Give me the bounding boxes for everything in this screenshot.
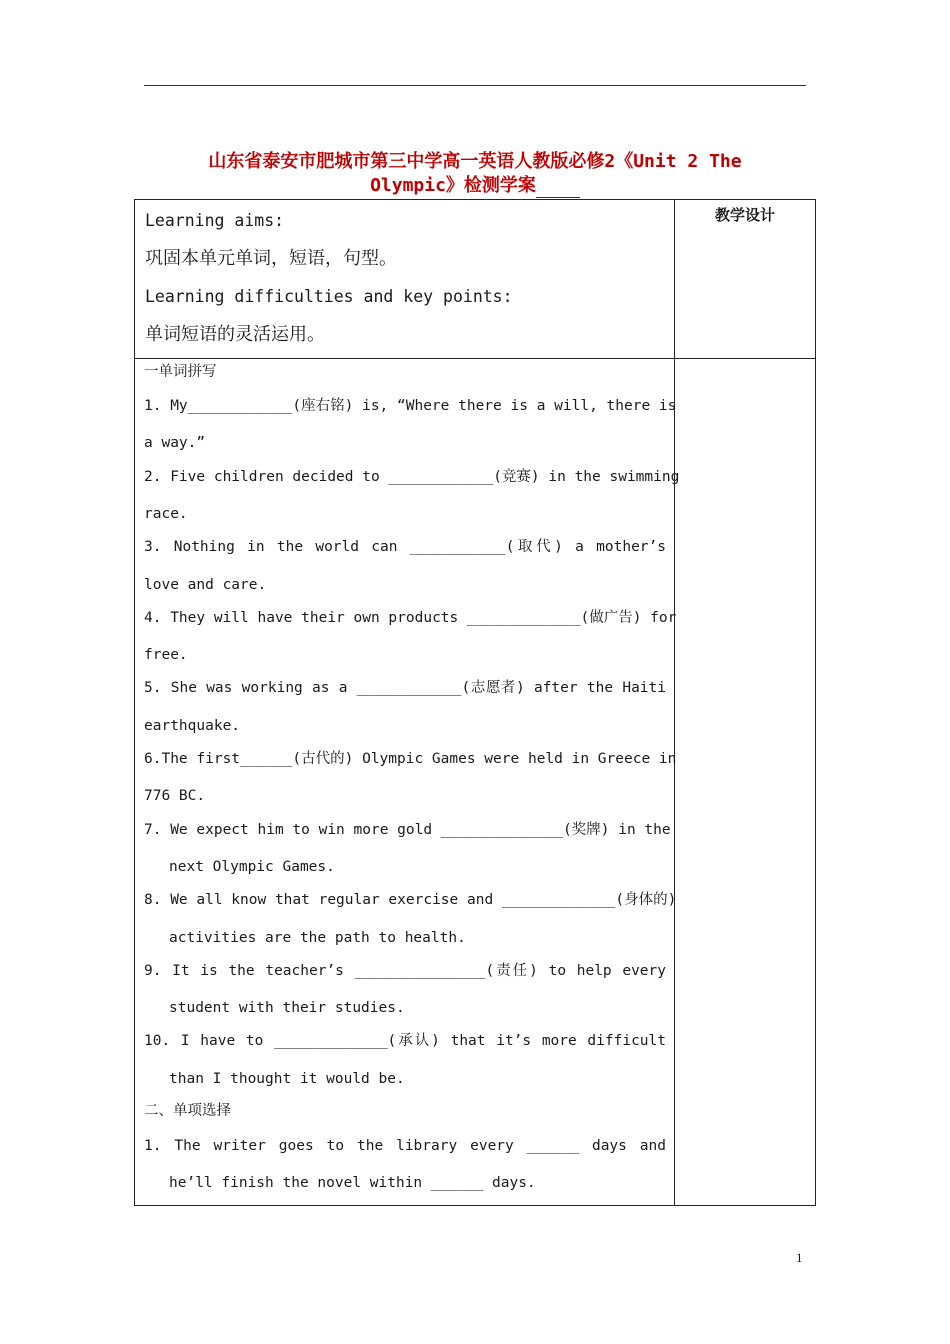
question-line: race. — [144, 506, 188, 522]
question-line: 5. She was working as a ____________(志愿者) after the Haiti — [144, 680, 666, 696]
title-line-1: 山东省泰安市肥城市第三中学高一英语人教版必修2《Unit 2 The — [208, 151, 742, 172]
question-line: 7. We expect him to win more gold ______________(奖牌) in the — [144, 822, 671, 838]
question-line: 1. My____________(座右铭) is, “Where there is a will, there is — [144, 398, 677, 414]
section-2-heading: 二、单项选择 — [144, 1103, 231, 1119]
column-divider — [674, 199, 675, 1205]
question-line: earthquake. — [144, 718, 241, 734]
question-line: 8. We all know that regular exercise and _____________(身体的) — [144, 892, 677, 908]
question-line: love and care. — [144, 577, 267, 593]
question-line: than I thought it would be. — [169, 1071, 405, 1087]
learning-aims — [145, 202, 665, 354]
question-line: activities are the path to health. — [169, 930, 466, 946]
question-line: 2. Five children decided to ____________(竞赛) in the swimming — [144, 469, 680, 485]
question-line: 1. The writer goes to the library every ______ days and — [144, 1138, 666, 1154]
section-1-heading: 一单词拼写 — [144, 364, 217, 380]
question-line: a way.” — [144, 435, 206, 451]
difficulties-text: 单词短语的灵活运用。 — [145, 324, 325, 345]
question-line: he’ll finish the novel within ______ days. — [169, 1175, 536, 1191]
question-line: next Olympic Games. — [169, 859, 335, 875]
question-line: 6.The first______(古代的) Olympic Games were held in Greece in — [144, 751, 677, 767]
aims-text: 巩固本单元单词，短语，句型。 — [145, 248, 397, 269]
aims-label: Learning aims: — [145, 211, 285, 230]
question-line: 3. Nothing in the world can ___________(取代) a mother’s — [144, 539, 666, 555]
question-line: free. — [144, 647, 188, 663]
page-number: 1 — [796, 1250, 803, 1265]
question-line: 4. They will have their own products _____________(做广告) for — [144, 610, 677, 626]
question-line: 776 BC. — [144, 788, 206, 804]
title-underline — [536, 177, 580, 198]
difficulties-label: Learning difficulties and key points: — [145, 287, 513, 306]
question-line: 9. It is the teacher’s _______________(责任) to help every — [144, 963, 666, 979]
question-line: 10. I have to _____________(承认) that it’s more difficult — [144, 1033, 666, 1049]
header-rule — [144, 85, 806, 86]
page-title — [134, 150, 816, 198]
row-divider — [134, 358, 816, 359]
question-line: student with their studies. — [169, 1000, 405, 1016]
side-column-title: 教学设计 — [714, 206, 775, 224]
title-line-2: Olympic》检测学案 — [370, 175, 536, 196]
